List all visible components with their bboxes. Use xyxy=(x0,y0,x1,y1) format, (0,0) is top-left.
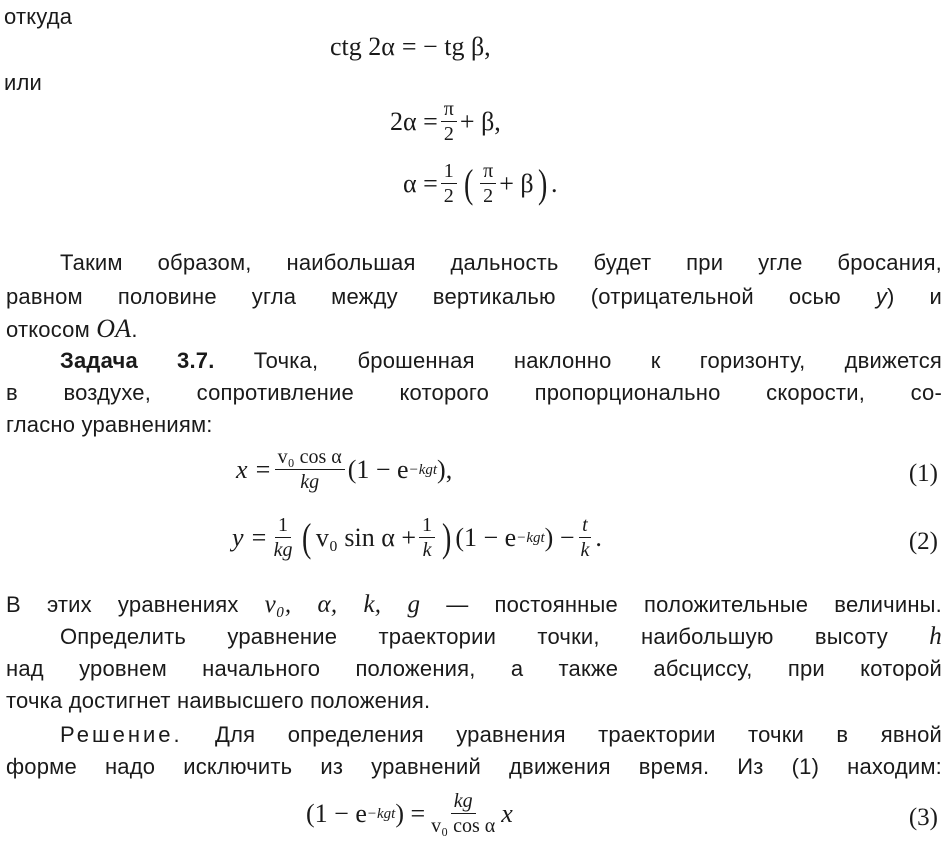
fraction-den: kg xyxy=(300,471,320,493)
eq2-end: . xyxy=(595,522,602,552)
constants-post: — постоянные положительные величины. xyxy=(446,592,942,617)
eq-ctg-rhs: = − tg β, xyxy=(401,32,491,61)
conclusion-line-3-text: откосом xyxy=(6,317,90,342)
eq-alpha-end: . xyxy=(550,168,558,198)
equation-3: (1 − e −kgt ) = $\frac{kg}{\text{v₀ cos α}}$ x xyxy=(306,790,513,837)
fraction-1-2 xyxy=(441,160,457,207)
text-otkuda: откуда xyxy=(4,4,73,29)
fraction-kg-v0cos xyxy=(428,790,498,837)
fraction-num: π xyxy=(480,160,496,184)
equation-ctg xyxy=(330,32,491,62)
fraction-num: π xyxy=(441,98,457,122)
task-line-2: над уровнем начального положения, а также абсциссу, при которой xyxy=(6,656,942,681)
fraction-den: k xyxy=(580,539,590,561)
fraction-1-k xyxy=(419,514,435,561)
equation-alpha xyxy=(403,160,557,207)
var-OA: OA xyxy=(96,314,132,343)
problem-line-2: в воздухе, сопротивление которого пропорционально скорости, со- xyxy=(6,380,942,405)
task-line-1 xyxy=(60,622,942,652)
paren-open: ( xyxy=(463,160,474,206)
fraction-den: 2 xyxy=(443,123,454,145)
problem-line-3: гласно уравнениям: xyxy=(6,412,213,437)
fraction-1-kg xyxy=(271,514,296,561)
conclusion-line-3 xyxy=(6,314,138,345)
solution-line-2: форме надо исключить из уравнений движения время. Из (1) находим: xyxy=(6,754,942,779)
problem-label: Задача 3.7. xyxy=(60,348,215,373)
fraction-den: 2 xyxy=(483,185,494,207)
equation-3-number: (3) xyxy=(908,804,938,831)
fraction-num: 1 xyxy=(441,160,457,184)
constants-line xyxy=(6,590,942,620)
solution-line-1 xyxy=(60,720,942,750)
eq1-mid: (1 − e xyxy=(347,454,409,484)
solution-text-1: Для определения уравнения траектории точки в явной xyxy=(215,722,942,747)
problem-line-1 xyxy=(60,346,942,376)
eq1-lhs: x = xyxy=(236,454,272,484)
fraction-num: 1 xyxy=(419,514,435,538)
equation-2: y = $\frac{1}{kg}$ ( v₀ sin α + $\frac{1}{k}$ ) (1 − e −kgt ) − $\frac{t}{k}$ . xyxy=(232,514,602,561)
fraction-num: t xyxy=(579,514,591,538)
paren-open: ( xyxy=(302,514,312,560)
eq-2a-lhs: 2α = xyxy=(390,106,438,136)
equation-1: x = $\frac{\text{v₀ cos α}}{kg}$ (1 − e −kgt ), xyxy=(236,446,453,493)
solution-label: Решение. xyxy=(60,722,183,747)
task-line-3: точка достигнет наивысшего положения. xyxy=(6,688,431,713)
eq1-end: ), xyxy=(437,454,453,484)
fraction-den: kg xyxy=(273,539,293,561)
equation-2-number: (2) xyxy=(908,528,938,555)
fraction-den: 2 xyxy=(443,185,454,207)
eq2-lhs: y = xyxy=(232,522,268,552)
fraction-t-k xyxy=(578,514,593,561)
fraction-den: v₀ cos α xyxy=(431,815,496,837)
conclusion-line-1: Таким образом, наибольшая дальность будет при угле бросания, xyxy=(60,250,942,275)
paren-close: ) xyxy=(537,160,547,206)
var-h: h xyxy=(929,623,942,650)
constants-vars: v₀, α, k, g xyxy=(264,591,421,618)
problem-text-1: Точка, брошенная наклонно к горизонту, движется xyxy=(253,348,943,373)
equation-1-number: (1) xyxy=(908,460,938,487)
fraction-num: 1 xyxy=(275,514,291,538)
eq3-lhs: (1 − e xyxy=(306,798,367,828)
eq-alpha-lhs: α = xyxy=(403,168,438,198)
text-ili: или xyxy=(4,70,43,95)
constants-pre: В этих уравнениях xyxy=(6,592,239,617)
fraction-v0cos-kg xyxy=(275,446,345,493)
fraction-den: k xyxy=(422,539,432,561)
eq-ctg-lhs: ctg 2α xyxy=(330,32,395,61)
equation-2a xyxy=(390,98,501,145)
eq-alpha-rhs: + β xyxy=(499,168,534,198)
eq-2a-rhs: + β, xyxy=(459,106,501,136)
fraction-pi-2 xyxy=(480,160,496,207)
fraction-num: v₀ cos α xyxy=(275,446,345,470)
conclusion-line-2-text: равном половине угла между вертикалью (отрицательной осью xyxy=(6,284,841,309)
conclusion-and: ) и xyxy=(887,284,943,309)
conclusion-line-2 xyxy=(6,282,942,312)
eq2-inner: v₀ sin α + xyxy=(315,522,417,552)
task-text-1: Определить уравнение траектории точки, наибольшую высоту xyxy=(60,624,888,649)
eq3-mid: ) = xyxy=(395,798,426,828)
fraction-pi-2 xyxy=(441,98,457,145)
paren-close: ) xyxy=(442,514,452,560)
var-y: y xyxy=(875,284,888,309)
eq3-rhs: x xyxy=(501,798,513,828)
eq2-after: ) − xyxy=(544,522,575,552)
eq2-mid: (1 − e xyxy=(455,522,517,552)
fraction-num: kg xyxy=(451,790,476,814)
conclusion-end: . xyxy=(131,317,138,342)
